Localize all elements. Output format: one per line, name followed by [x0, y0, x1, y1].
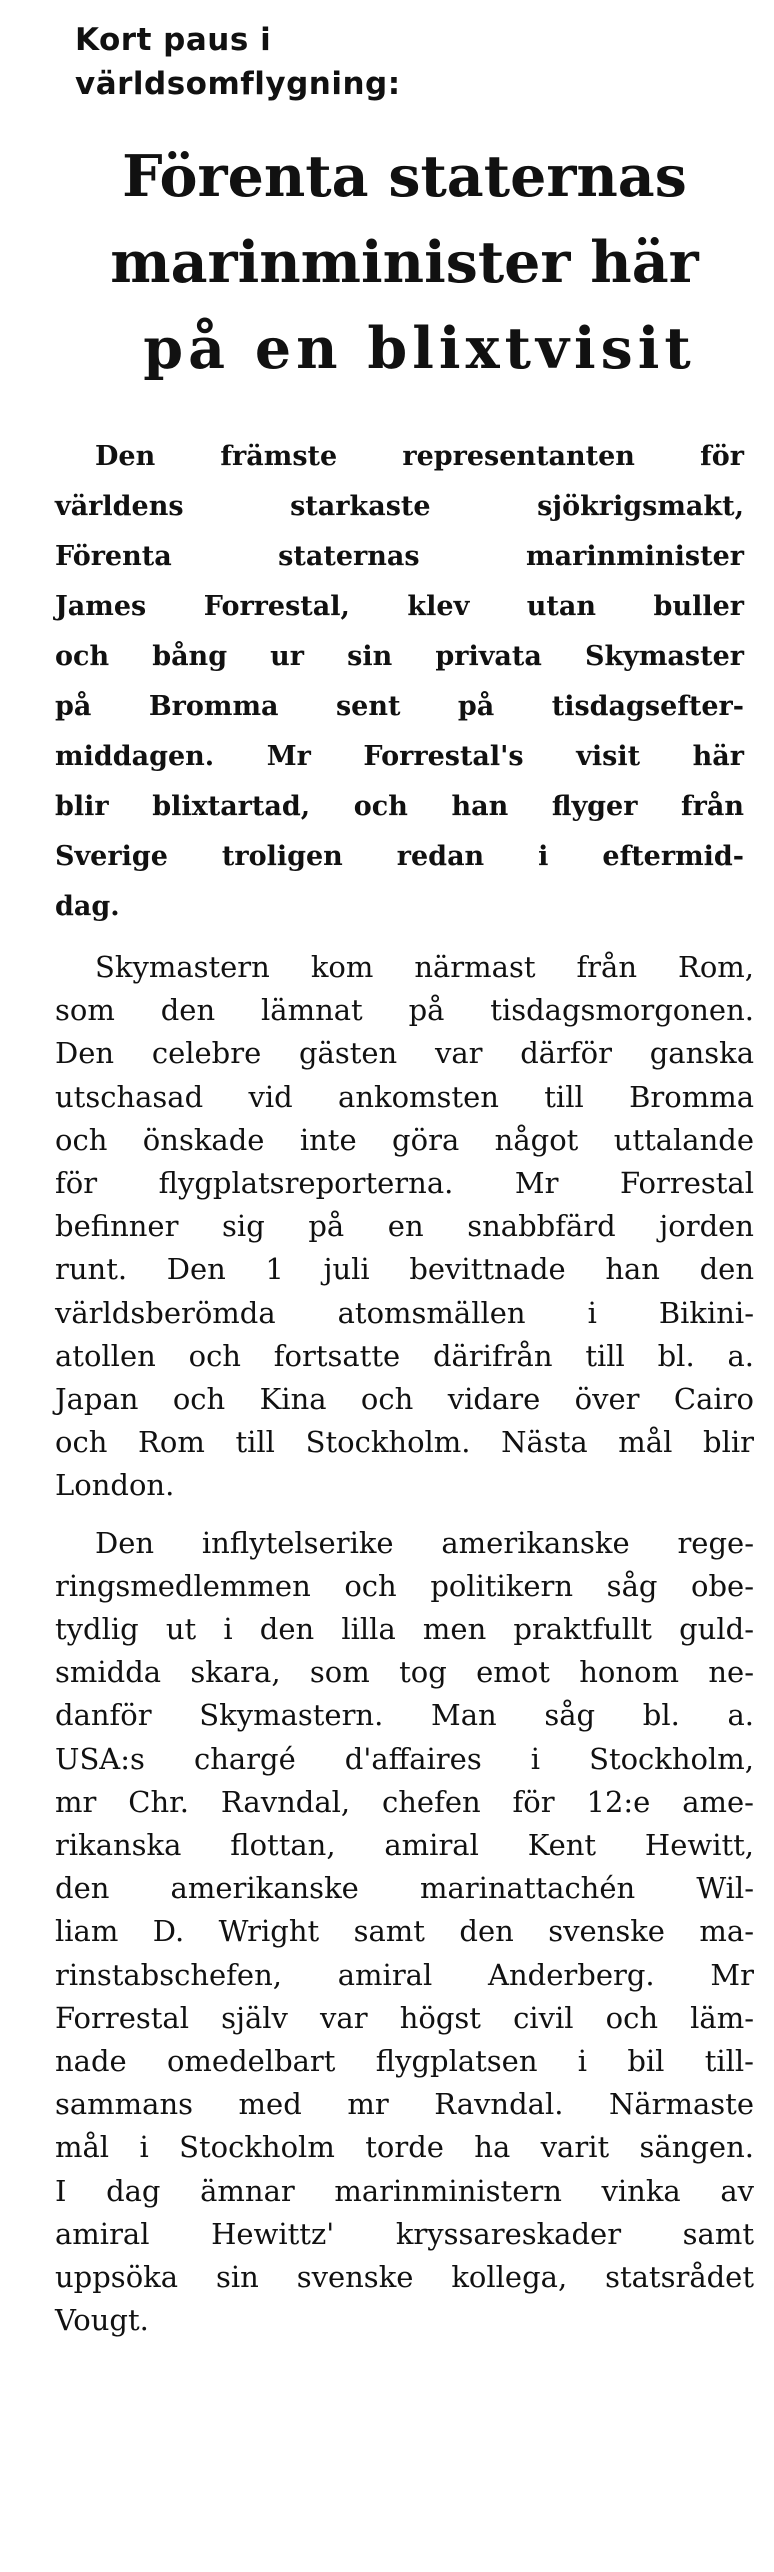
headline-line: marinminister här: [110, 229, 699, 296]
body-line: Skymastern kom närmast från Rom,: [95, 950, 754, 984]
body-line: och Rom till Stockholm. Nästa mål blir: [55, 1425, 754, 1460]
body-line: tydlig ut i den lilla men praktfullt guld-: [55, 1612, 754, 1647]
body-line: uppsöka sin svenske kollega, statsrådet: [55, 2260, 754, 2295]
body-paragraph-1: [55, 946, 754, 1508]
lede-line: Den främste representanten för: [95, 441, 744, 472]
body-line: Vougt.: [55, 2303, 149, 2338]
lede-paragraph: [55, 432, 754, 932]
body-line: världsberömda atomsmällen i Bikini-: [55, 1295, 754, 1330]
body-line: USA:s chargé d'affaires i Stockholm,: [55, 1741, 754, 1776]
lede-line: Förenta staternas marinminister: [55, 541, 744, 572]
body-line: nade omedelbart flygplatsen i bil till-: [55, 2044, 754, 2079]
body-line: Den inflytelserike amerikanske rege-: [95, 1525, 754, 1560]
kicker: [75, 18, 754, 106]
body-line: smidda skara, som tog emot honom ne-: [55, 1655, 754, 1690]
lede-line: och bång ur sin privata Skymaster: [55, 641, 744, 672]
body-line: danför Skymastern. Man såg bl. a.: [55, 1698, 754, 1733]
body-line: rikanska flottan, amiral Kent Hewitt,: [55, 1828, 754, 1863]
headline: [55, 134, 754, 392]
lede-line: på Bromma sent på tisdagsefter-: [55, 691, 744, 722]
headline-line: Förenta staternas: [122, 143, 687, 210]
body-line: mål i Stockholm torde ha varit sängen.: [55, 2130, 754, 2165]
body-line: London.: [55, 1468, 175, 1503]
lede-line: James Forrestal, klev utan buller: [55, 591, 744, 622]
lede-line: världens starkaste sjökrigsmakt,: [55, 491, 744, 522]
lede-line: Sverige troligen redan i eftermid-: [55, 841, 744, 872]
body-paragraph-2: [55, 1522, 754, 2343]
body-line: ringsmedlemmen och politikern såg obe-: [55, 1568, 754, 1603]
lede-line: blir blixtartad, och han flyger från: [55, 791, 744, 822]
kicker-line: Kort paus i: [75, 22, 272, 58]
body-line: för flygplatsreporterna. Mr Forrestal: [55, 1166, 754, 1201]
body-line: Japan och Kina och vidare över Cairo: [55, 1382, 754, 1417]
body-line: mr Chr. Ravndal, chefen för 12:e ame-: [55, 1784, 754, 1819]
body-line: atollen och fortsatte därifrån till bl. a.: [55, 1338, 754, 1373]
lede-line: dag.: [55, 891, 120, 922]
body-line: befinner sig på en snabbfärd jorden: [55, 1209, 754, 1244]
kicker-line: världsomflygning:: [75, 66, 401, 102]
body-line: utschasad vid ankomsten till Bromma: [55, 1079, 754, 1114]
body-line: sammans med mr Ravndal. Närmaste: [55, 2087, 754, 2122]
body-line: som den lämnat på tisdagsmorgonen.: [55, 993, 754, 1028]
body-line: liam D. Wright samt den svenske ma-: [55, 1914, 754, 1949]
body-line: rinstabschefen, amiral Anderberg. Mr: [55, 1957, 754, 1992]
body-line: amiral Hewittz' kryssareskader samt: [55, 2216, 754, 2251]
body-line: och önskade inte göra något uttalande: [55, 1122, 754, 1157]
body-line: runt. Den 1 juli bevittnade han den: [55, 1252, 754, 1287]
lede-line: middagen. Mr Forrestal's visit här: [55, 741, 744, 772]
headline-line: på en blixtvisit: [143, 315, 696, 382]
body-line: I dag ämnar marinministern vinka av: [55, 2173, 754, 2208]
body-line: den amerikanske marinattachén Wil-: [55, 1871, 754, 1906]
body-line: Forrestal själv var högst civil och läm-: [55, 2000, 754, 2035]
body-line: Den celebre gästen var därför ganska: [55, 1036, 754, 1071]
